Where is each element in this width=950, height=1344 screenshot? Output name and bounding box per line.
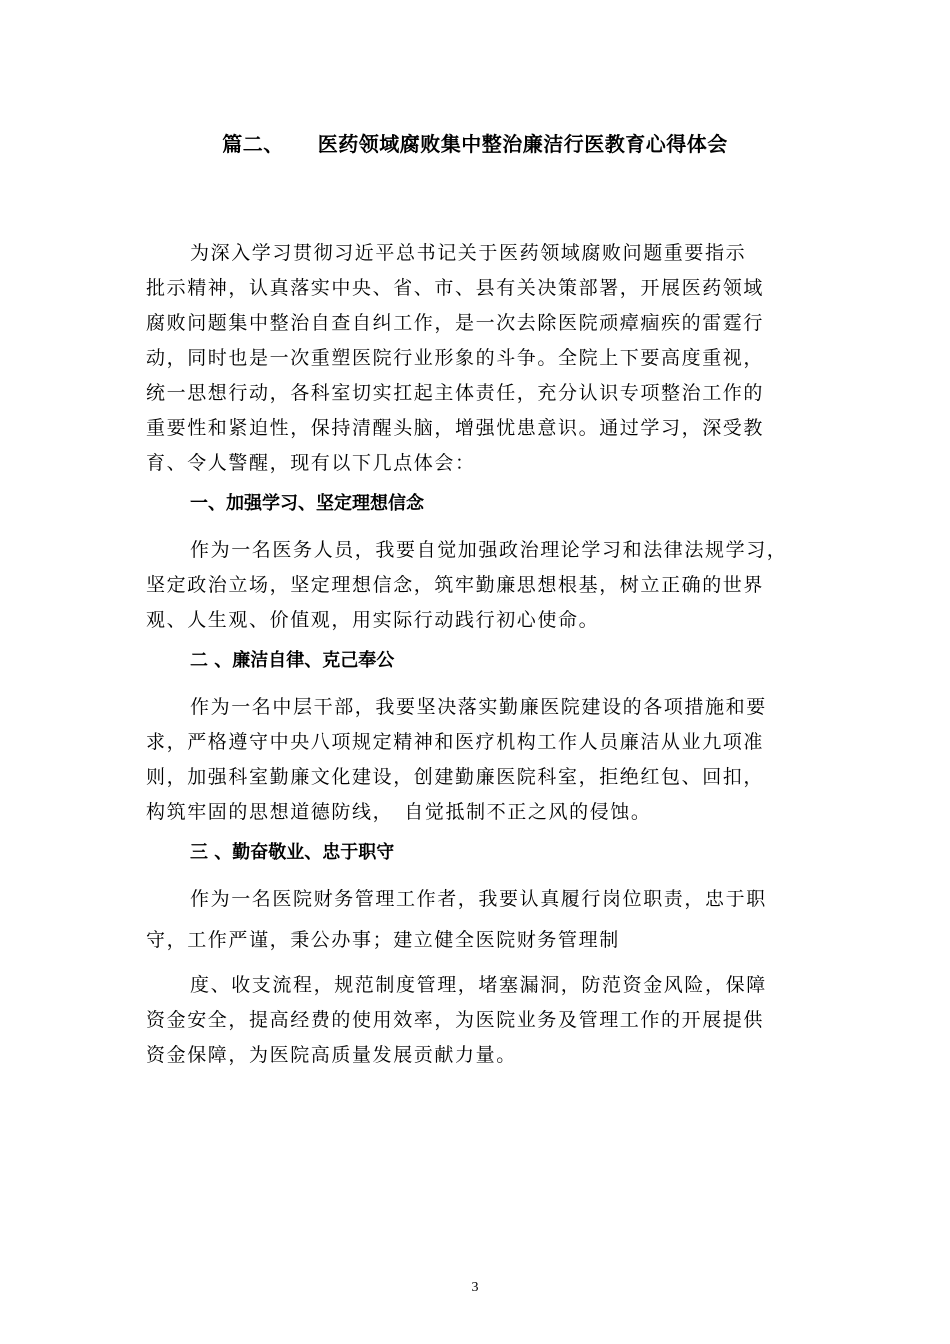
text-line: 重要性和紧迫性，保持清醒头脑，增强忧患意识。通过学习，深受教: [146, 417, 765, 439]
text-line: 作为一名中层干部，我要坚决落实勤廉医院建设的各项措施和要: [190, 696, 767, 718]
document-title: [0, 128, 950, 157]
title-prefix: 篇二、: [222, 132, 284, 156]
text-line: 资金安全，提高经费的使用效率，为医院业务及管理工作的开展提供: [146, 1009, 765, 1031]
page-number: 3: [471, 1280, 479, 1295]
section-paragraph-1: [146, 533, 814, 638]
title-main: 医药领域腐败集中整治廉洁行医教育心得体会: [317, 132, 728, 156]
text-line: 度、收支流程，规范制度管理，堵塞漏洞，防范资金风险，保障: [190, 974, 767, 996]
text-line: 为深入学习贯彻习近平总书记关于医药领域腐败问题重要指示: [190, 242, 747, 264]
text-line: 守，工作严谨，秉公办事；建立健全医院财务管理制: [146, 929, 620, 951]
text-line: 构筑牢固的思想道德防线， 自觉抵制不正之风的侵蚀。: [146, 801, 652, 823]
text-line: 腐败问题集中整治自查自纠工作，是一次去除医院顽瘴痼疾的雷霆行: [146, 312, 765, 334]
document-body: [146, 236, 814, 1077]
section-heading-1: 一、加强学习、坚定理想信念: [190, 493, 424, 514]
intro-paragraph: [146, 236, 814, 481]
text-line: 育、令人警醒，现有以下几点体会：: [146, 452, 476, 474]
section-heading-2: 二 、廉洁自律、克己奉公: [190, 650, 395, 671]
text-line: 求，严格遵守中央八项规定精神和医疗机构工作人员廉洁从业九项准: [146, 731, 765, 753]
text-line: 则，加强科室勤廉文化建设，创建勤廉医院科室，拒绝红包、回扣，: [146, 766, 765, 788]
text-line: 作为一名医务人员，我要自觉加强政治理论学习和法律法规学习，: [190, 539, 788, 561]
text-line: 坚定政治立场，坚定理想信念，筑牢勤廉思想根基，树立正确的世界: [146, 574, 765, 596]
section-paragraph-2: [146, 690, 814, 830]
text-line: 动，同时也是一次重塑医院行业形象的斗争。全院上下要高度重视，: [146, 347, 765, 369]
text-line: 批示精神，认真落实中央、省、市、县有关决策部署，开展医药领域: [146, 277, 765, 299]
text-line: 观、人生观、价值观，用实际行动践行初心使命。: [146, 609, 600, 631]
text-line: 统一思想行动，各科室切实扛起主体责任，充分认识专项整治工作的: [146, 382, 765, 404]
section-paragraph-3: [146, 882, 814, 958]
section-paragraph-3-continued: [146, 968, 814, 1073]
text-line: 作为一名医院财务管理工作者，我要认真履行岗位职责，忠于职: [190, 888, 767, 910]
section-heading-3: 三 、勤奋敬业、忠于职守: [190, 842, 395, 863]
text-line: 资金保障，为医院高质量发展贡献力量。: [146, 1044, 517, 1066]
